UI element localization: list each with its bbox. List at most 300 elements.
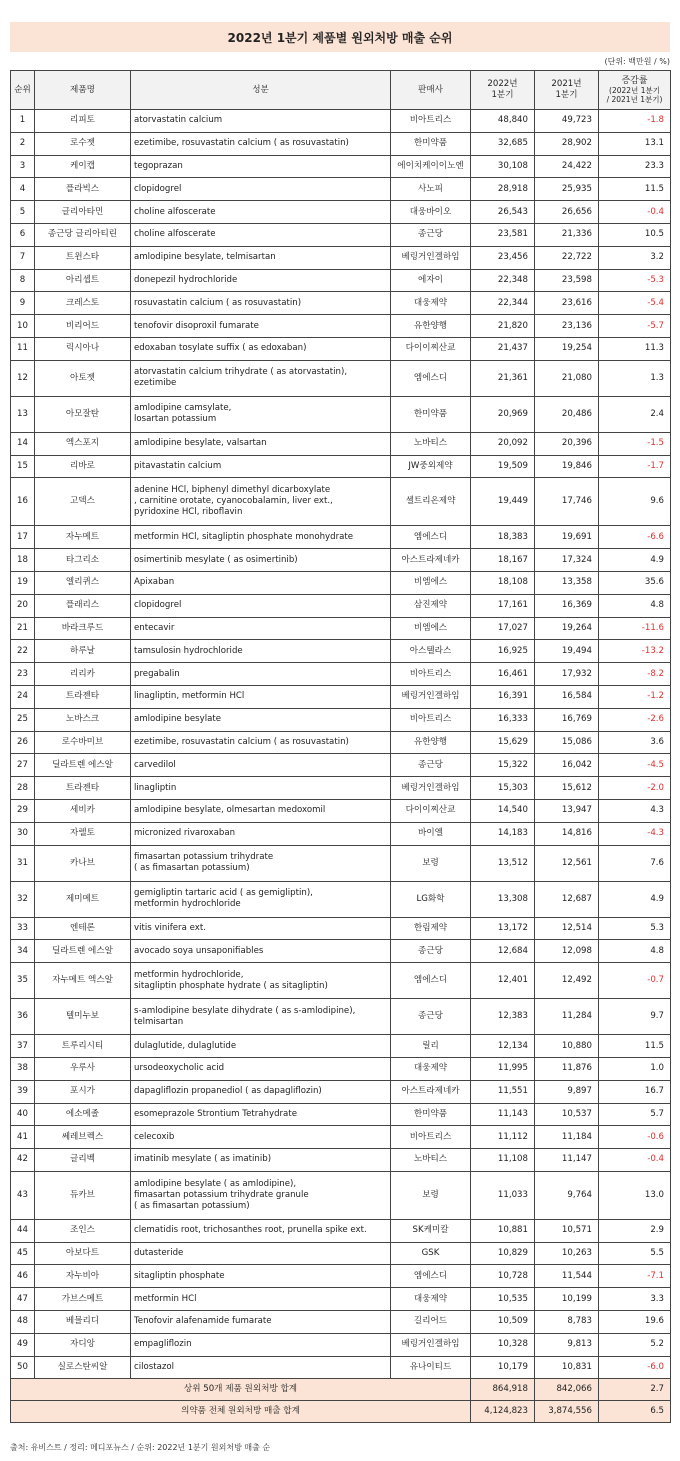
- value-2022-cell: 11,033: [471, 1171, 535, 1219]
- product-cell: 자누메트: [35, 526, 131, 549]
- value-2021-cell: 10,831: [535, 1356, 599, 1379]
- rank-cell: 12: [11, 360, 35, 396]
- value-2022-cell: 23,456: [471, 246, 535, 269]
- ingredient-cell: gemigliptin tartaric acid ( as gemigliptin), metformin hydrochloride: [131, 881, 391, 917]
- rank-cell: 35: [11, 963, 35, 999]
- table-row: [11, 1035, 671, 1058]
- value-2022-cell: 16,461: [471, 663, 535, 686]
- ingredient-cell: avocado soya unsaponifiables: [131, 940, 391, 963]
- product-cell: 케이캡: [35, 155, 131, 178]
- value-2022-cell: 10,881: [471, 1219, 535, 1242]
- value-2022-cell: 10,728: [471, 1265, 535, 1288]
- value-2022-cell: 16,333: [471, 708, 535, 731]
- rank-cell: 6: [11, 223, 35, 246]
- value-2022-cell: 20,092: [471, 432, 535, 455]
- product-cell: 엑스포지: [35, 432, 131, 455]
- table-row: [11, 1242, 671, 1265]
- growth-cell: 9.6: [599, 478, 671, 526]
- seller-cell: LG화학: [391, 881, 471, 917]
- rank-cell: 8: [11, 269, 35, 292]
- ingredient-cell: amlodipine besylate, valsartan: [131, 432, 391, 455]
- product-cell: 베믈리디: [35, 1311, 131, 1334]
- growth-cell: -1.7: [599, 455, 671, 478]
- table-row: [11, 269, 671, 292]
- growth-cell: -0.4: [599, 201, 671, 224]
- rank-cell: 7: [11, 246, 35, 269]
- value-2022-cell: 13,172: [471, 917, 535, 940]
- rank-cell: 9: [11, 292, 35, 315]
- table-body: [11, 110, 671, 1379]
- table-row: [11, 731, 671, 754]
- growth-cell: -1.8: [599, 110, 671, 133]
- product-cell: 리리카: [35, 663, 131, 686]
- product-cell: 리바로: [35, 455, 131, 478]
- product-cell: 가브스메트: [35, 1288, 131, 1311]
- ingredient-cell: metformin HCl, sitagliptin phosphate monohydrate: [131, 526, 391, 549]
- value-2021-cell: 16,369: [535, 594, 599, 617]
- value-2021-cell: 25,935: [535, 178, 599, 201]
- table-row: [11, 246, 671, 269]
- table-row: [11, 1265, 671, 1288]
- ingredient-cell: ursodeoxycholic acid: [131, 1057, 391, 1080]
- growth-cell: 1.3: [599, 360, 671, 396]
- summary-row: [11, 1401, 671, 1423]
- growth-cell: 13.0: [599, 1171, 671, 1219]
- value-2022-cell: 11,995: [471, 1057, 535, 1080]
- value-2022-cell: 11,143: [471, 1103, 535, 1126]
- value-2021-cell: 22,722: [535, 246, 599, 269]
- value-2021-cell: 17,932: [535, 663, 599, 686]
- value-2021-cell: 11,876: [535, 1057, 599, 1080]
- seller-cell: 엠에스디: [391, 360, 471, 396]
- product-cell: 바라크루드: [35, 617, 131, 640]
- growth-cell: 11.3: [599, 337, 671, 360]
- seller-cell: 릴리: [391, 1035, 471, 1058]
- table-row: [11, 1311, 671, 1334]
- table-row: [11, 881, 671, 917]
- value-2021-cell: 9,764: [535, 1171, 599, 1219]
- value-2022-cell: 17,027: [471, 617, 535, 640]
- product-cell: 우루사: [35, 1057, 131, 1080]
- seller-cell: 대웅제약: [391, 1057, 471, 1080]
- seller-cell: 아스트라제네카: [391, 1080, 471, 1103]
- growth-cell: 5.5: [599, 1242, 671, 1265]
- ingredient-cell: s-amlodipine besylate dihydrate ( as s-amlodipine), telmisartan: [131, 999, 391, 1035]
- value-2021-cell: 21,080: [535, 360, 599, 396]
- value-2021-cell: 13,358: [535, 571, 599, 594]
- value-2021-cell: 26,656: [535, 201, 599, 224]
- rank-cell: 2: [11, 132, 35, 155]
- product-cell: 플라빅스: [35, 178, 131, 201]
- seller-cell: 종근당: [391, 754, 471, 777]
- seller-cell: 엠에스디: [391, 963, 471, 999]
- seller-cell: 한미약품: [391, 396, 471, 432]
- seller-cell: 삼진제약: [391, 594, 471, 617]
- value-2021-cell: 12,687: [535, 881, 599, 917]
- product-cell: 텔미누보: [35, 999, 131, 1035]
- growth-cell: 1.0: [599, 1057, 671, 1080]
- value-2021-cell: 11,147: [535, 1149, 599, 1172]
- product-cell: 카나브: [35, 845, 131, 881]
- growth-cell: 11.5: [599, 1035, 671, 1058]
- ingredient-cell: amlodipine besylate: [131, 708, 391, 731]
- product-cell: 쎄레브렉스: [35, 1126, 131, 1149]
- product-cell: 타그리소: [35, 549, 131, 572]
- product-cell: 자누메트 엑스알: [35, 963, 131, 999]
- value-2022-cell: 32,685: [471, 132, 535, 155]
- ingredient-cell: vitis vinifera ext.: [131, 917, 391, 940]
- value-2022-cell: 26,543: [471, 201, 535, 224]
- ingredient-cell: empagliflozin: [131, 1333, 391, 1356]
- ingredient-cell: Tenofovir alafenamide fumarate: [131, 1311, 391, 1334]
- value-2022-cell: 10,829: [471, 1242, 535, 1265]
- table-row: [11, 571, 671, 594]
- product-cell: 트루리시티: [35, 1035, 131, 1058]
- value-2022-cell: 10,328: [471, 1333, 535, 1356]
- value-2021-cell: 24,422: [535, 155, 599, 178]
- table-row: [11, 663, 671, 686]
- rank-cell: 27: [11, 754, 35, 777]
- value-2022-cell: 12,134: [471, 1035, 535, 1058]
- table-row: [11, 799, 671, 822]
- rank-cell: 18: [11, 549, 35, 572]
- product-cell: 노바스크: [35, 708, 131, 731]
- seller-cell: 비아트리스: [391, 1126, 471, 1149]
- seller-cell: 베링거인겔하임: [391, 246, 471, 269]
- product-cell: 에소메졸: [35, 1103, 131, 1126]
- value-2022-cell: 22,344: [471, 292, 535, 315]
- page-title: 2022년 1분기 제품별 원외처방 매출 순위: [10, 22, 670, 52]
- product-cell: 플래리스: [35, 594, 131, 617]
- value-2022-cell: 14,540: [471, 799, 535, 822]
- seller-cell: 유한양행: [391, 731, 471, 754]
- table-row: [11, 292, 671, 315]
- value-2021-cell: 28,902: [535, 132, 599, 155]
- ingredient-cell: pitavastatin calcium: [131, 455, 391, 478]
- value-2022-cell: 10,179: [471, 1356, 535, 1379]
- ingredient-cell: dulaglutide, dulaglutide: [131, 1035, 391, 1058]
- product-cell: 아모잘탄: [35, 396, 131, 432]
- rank-cell: 31: [11, 845, 35, 881]
- rank-cell: 10: [11, 315, 35, 338]
- ingredient-cell: rosuvastatin calcium ( as rosuvastatin): [131, 292, 391, 315]
- growth-cell: -4.3: [599, 822, 671, 845]
- ingredient-cell: clematidis root, trichosanthes root, prunella spike ext.: [131, 1219, 391, 1242]
- value-2021-cell: 23,136: [535, 315, 599, 338]
- value-2022-cell: 21,437: [471, 337, 535, 360]
- source-note: 출처: 유비스트 / 정리: 메디포뉴스 / 순위: 2022년 1분기 원외처방 매출 순: [10, 1443, 271, 1452]
- header-2021: 2021년 1분기: [535, 71, 599, 110]
- rank-cell: 26: [11, 731, 35, 754]
- value-2021-cell: 9,897: [535, 1080, 599, 1103]
- growth-cell: 4.8: [599, 594, 671, 617]
- rank-cell: 3: [11, 155, 35, 178]
- product-cell: 실로스탄씨알: [35, 1356, 131, 1379]
- growth-cell: 9.7: [599, 999, 671, 1035]
- value-2022-cell: 18,383: [471, 526, 535, 549]
- value-2021-cell: 10,880: [535, 1035, 599, 1058]
- ingredient-cell: amlodipine besylate ( as amlodipine), fimasartan potassium trihydrate granule ( as fimasartan potassium): [131, 1171, 391, 1219]
- table-row: [11, 526, 671, 549]
- product-cell: 고덱스: [35, 478, 131, 526]
- seller-cell: 사노피: [391, 178, 471, 201]
- table-row: [11, 754, 671, 777]
- rank-cell: 38: [11, 1057, 35, 1080]
- rank-cell: 25: [11, 708, 35, 731]
- seller-cell: 엠에스디: [391, 1265, 471, 1288]
- growth-cell: -1.2: [599, 685, 671, 708]
- seller-cell: 다이이찌산쿄: [391, 337, 471, 360]
- rank-cell: 21: [11, 617, 35, 640]
- header-ingredient: 성분: [131, 71, 391, 110]
- growth-cell: 13.1: [599, 132, 671, 155]
- table-row: [11, 1333, 671, 1356]
- growth-cell: -2.6: [599, 708, 671, 731]
- growth-cell: -6.6: [599, 526, 671, 549]
- value-2022-cell: 19,509: [471, 455, 535, 478]
- value-2021-cell: 10,199: [535, 1288, 599, 1311]
- table-row: [11, 455, 671, 478]
- rank-cell: 37: [11, 1035, 35, 1058]
- table-row: [11, 178, 671, 201]
- growth-cell: -1.5: [599, 432, 671, 455]
- ingredient-cell: esomeprazole Strontium Tetrahydrate: [131, 1103, 391, 1126]
- summary-2021: 842,066: [535, 1379, 599, 1401]
- rank-cell: 13: [11, 396, 35, 432]
- value-2021-cell: 8,783: [535, 1311, 599, 1334]
- value-2022-cell: 18,108: [471, 571, 535, 594]
- value-2022-cell: 48,840: [471, 110, 535, 133]
- rank-cell: 23: [11, 663, 35, 686]
- ingredient-cell: amlodipine camsylate, losartan potassium: [131, 396, 391, 432]
- value-2022-cell: 10,509: [471, 1311, 535, 1334]
- seller-cell: 유나이티드: [391, 1356, 471, 1379]
- table-row: [11, 822, 671, 845]
- ingredient-cell: adenine HCl, biphenyl dimethyl dicarboxylate , carnitine orotate, cyanocobalamin, liver ext., pyridoxine HCl, riboflavin: [131, 478, 391, 526]
- value-2021-cell: 17,324: [535, 549, 599, 572]
- value-2021-cell: 12,098: [535, 940, 599, 963]
- growth-cell: -0.7: [599, 963, 671, 999]
- product-cell: 로수바미브: [35, 731, 131, 754]
- value-2022-cell: 15,322: [471, 754, 535, 777]
- table-row: [11, 1288, 671, 1311]
- table-row: [11, 396, 671, 432]
- table-row: [11, 777, 671, 800]
- product-cell: 자누비아: [35, 1265, 131, 1288]
- value-2022-cell: 11,551: [471, 1080, 535, 1103]
- header-growth-sub: (2022년 1분기 / 2021년 1분기): [606, 85, 663, 104]
- value-2021-cell: 10,537: [535, 1103, 599, 1126]
- summary-2022: 864,918: [471, 1379, 535, 1401]
- product-cell: 트라젠타: [35, 685, 131, 708]
- product-cell: 세비카: [35, 799, 131, 822]
- ingredient-cell: ezetimibe, rosuvastatin calcium ( as rosuvastatin): [131, 731, 391, 754]
- ingredient-cell: sitagliptin phosphate: [131, 1265, 391, 1288]
- value-2021-cell: 19,846: [535, 455, 599, 478]
- growth-cell: -4.5: [599, 754, 671, 777]
- table-row: [11, 617, 671, 640]
- table-row: [11, 917, 671, 940]
- value-2021-cell: 16,584: [535, 685, 599, 708]
- seller-cell: 한미약품: [391, 132, 471, 155]
- ingredient-cell: atorvastatin calcium: [131, 110, 391, 133]
- ingredient-cell: edoxaban tosylate suffix ( as edoxaban): [131, 337, 391, 360]
- ingredient-cell: amlodipine besylate, telmisartan: [131, 246, 391, 269]
- growth-cell: 2.4: [599, 396, 671, 432]
- growth-cell: 23.3: [599, 155, 671, 178]
- product-cell: 듀카브: [35, 1171, 131, 1219]
- value-2022-cell: 10,535: [471, 1288, 535, 1311]
- seller-cell: 대웅바이오: [391, 201, 471, 224]
- seller-cell: 한미약품: [391, 1103, 471, 1126]
- seller-cell: 대웅제약: [391, 292, 471, 315]
- summary-2021: 3,874,556: [535, 1401, 599, 1423]
- seller-cell: 비엠에스: [391, 571, 471, 594]
- value-2021-cell: 11,544: [535, 1265, 599, 1288]
- seller-cell: 비아트리스: [391, 110, 471, 133]
- value-2021-cell: 10,571: [535, 1219, 599, 1242]
- seller-cell: JW중외제약: [391, 455, 471, 478]
- product-cell: 종근당 글리아티린: [35, 223, 131, 246]
- rank-cell: 28: [11, 777, 35, 800]
- product-cell: 제미메트: [35, 881, 131, 917]
- ingredient-cell: clopidogrel: [131, 594, 391, 617]
- value-2022-cell: 11,108: [471, 1149, 535, 1172]
- product-cell: 트라젠타: [35, 777, 131, 800]
- rank-cell: 4: [11, 178, 35, 201]
- rank-cell: 15: [11, 455, 35, 478]
- ingredient-cell: dapagliflozin propanediol ( as dapagliflozin): [131, 1080, 391, 1103]
- header-2022: 2022년 1분기: [471, 71, 535, 110]
- growth-cell: -13.2: [599, 640, 671, 663]
- product-cell: 엔테론: [35, 917, 131, 940]
- rank-cell: 36: [11, 999, 35, 1035]
- product-cell: 글리아타민: [35, 201, 131, 224]
- table-row: [11, 1219, 671, 1242]
- seller-cell: 유한양행: [391, 315, 471, 338]
- value-2022-cell: 28,918: [471, 178, 535, 201]
- rank-cell: 30: [11, 822, 35, 845]
- seller-cell: 대웅제약: [391, 1288, 471, 1311]
- value-2021-cell: 11,184: [535, 1126, 599, 1149]
- table-row: [11, 155, 671, 178]
- value-2022-cell: 21,820: [471, 315, 535, 338]
- product-cell: 트윈스타: [35, 246, 131, 269]
- product-cell: 글리벡: [35, 1149, 131, 1172]
- ingredient-cell: Apixaban: [131, 571, 391, 594]
- ingredient-cell: ezetimibe, rosuvastatin calcium ( as rosuvastatin): [131, 132, 391, 155]
- table-row: [11, 432, 671, 455]
- seller-cell: 보령: [391, 1171, 471, 1219]
- value-2021-cell: 13,947: [535, 799, 599, 822]
- rank-cell: 22: [11, 640, 35, 663]
- seller-cell: 한림제약: [391, 917, 471, 940]
- value-2021-cell: 19,494: [535, 640, 599, 663]
- growth-cell: 16.7: [599, 1080, 671, 1103]
- rank-cell: 11: [11, 337, 35, 360]
- summary-label: 상위 50개 제품 원외처방 합계: [11, 1379, 471, 1401]
- growth-cell: 35.6: [599, 571, 671, 594]
- summary-growth: 6.5: [599, 1401, 671, 1423]
- growth-cell: 5.3: [599, 917, 671, 940]
- rank-cell: 29: [11, 799, 35, 822]
- header-seller: 판매사: [391, 71, 471, 110]
- seller-cell: 비아트리스: [391, 708, 471, 731]
- growth-cell: 3.2: [599, 246, 671, 269]
- ingredient-cell: atorvastatin calcium trihydrate ( as atorvastatin), ezetimibe: [131, 360, 391, 396]
- value-2022-cell: 14,183: [471, 822, 535, 845]
- rank-cell: 44: [11, 1219, 35, 1242]
- ingredient-cell: metformin HCl: [131, 1288, 391, 1311]
- ingredient-cell: tamsulosin hydrochloride: [131, 640, 391, 663]
- table-summary: [11, 1379, 671, 1423]
- rank-cell: 17: [11, 526, 35, 549]
- summary-row: [11, 1379, 671, 1401]
- growth-cell: 10.5: [599, 223, 671, 246]
- growth-cell: 11.5: [599, 178, 671, 201]
- ingredient-cell: osimertinib mesylate ( as osimertinib): [131, 549, 391, 572]
- ingredient-cell: linagliptin: [131, 777, 391, 800]
- value-2021-cell: 12,561: [535, 845, 599, 881]
- value-2021-cell: 19,254: [535, 337, 599, 360]
- ingredient-cell: cilostazol: [131, 1356, 391, 1379]
- value-2022-cell: 21,361: [471, 360, 535, 396]
- value-2021-cell: 12,492: [535, 963, 599, 999]
- value-2021-cell: 16,042: [535, 754, 599, 777]
- value-2022-cell: 16,925: [471, 640, 535, 663]
- growth-cell: -5.7: [599, 315, 671, 338]
- table-row: [11, 1057, 671, 1080]
- seller-cell: 다이이찌산쿄: [391, 799, 471, 822]
- ingredient-cell: clopidogrel: [131, 178, 391, 201]
- growth-cell: 4.8: [599, 940, 671, 963]
- ingredient-cell: amlodipine besylate, olmesartan medoxomil: [131, 799, 391, 822]
- growth-cell: 4.3: [599, 799, 671, 822]
- value-2021-cell: 21,336: [535, 223, 599, 246]
- seller-cell: SK케미칼: [391, 1219, 471, 1242]
- value-2021-cell: 20,396: [535, 432, 599, 455]
- growth-cell: -7.1: [599, 1265, 671, 1288]
- rank-cell: 43: [11, 1171, 35, 1219]
- table-row: [11, 594, 671, 617]
- rank-cell: 42: [11, 1149, 35, 1172]
- growth-cell: 5.2: [599, 1333, 671, 1356]
- ingredient-cell: celecoxib: [131, 1126, 391, 1149]
- table-row: [11, 1126, 671, 1149]
- product-cell: 로수젯: [35, 132, 131, 155]
- growth-cell: -6.0: [599, 1356, 671, 1379]
- table-row: [11, 337, 671, 360]
- header-growth: [599, 71, 671, 110]
- value-2021-cell: 14,816: [535, 822, 599, 845]
- unit-label: (단위: 백만원 / %): [604, 57, 670, 66]
- summary-growth: 2.7: [599, 1379, 671, 1401]
- header-rank: 순위: [11, 71, 35, 110]
- ingredient-cell: tegoprazan: [131, 155, 391, 178]
- table-row: [11, 360, 671, 396]
- table-row: [11, 1149, 671, 1172]
- growth-cell: -11.6: [599, 617, 671, 640]
- value-2022-cell: 15,629: [471, 731, 535, 754]
- value-2021-cell: 20,486: [535, 396, 599, 432]
- value-2022-cell: 16,391: [471, 685, 535, 708]
- ingredient-cell: choline alfoscerate: [131, 223, 391, 246]
- value-2022-cell: 18,167: [471, 549, 535, 572]
- value-2022-cell: 13,512: [471, 845, 535, 881]
- rank-cell: 34: [11, 940, 35, 963]
- growth-cell: 7.6: [599, 845, 671, 881]
- ingredient-cell: tenofovir disoproxil fumarate: [131, 315, 391, 338]
